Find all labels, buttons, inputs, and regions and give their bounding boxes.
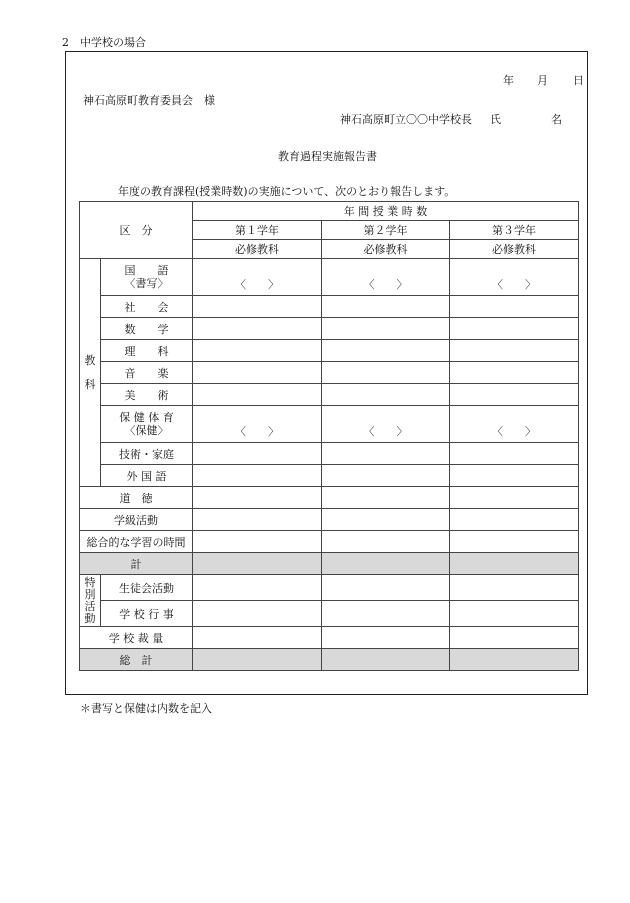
grade-3-required: 必修教科 [450, 240, 579, 259]
addressee: 神石高原町教育委員会 様 [83, 94, 215, 107]
grade-2-hoken-cell: 〈 〉 [322, 406, 450, 443]
table-cell [193, 601, 322, 627]
table-cell [450, 601, 579, 627]
grade-3-shosha-cell: 〈 〉 [450, 259, 579, 296]
subject-hoken-taiiku: 保 健 体 育 〈保健〉 [101, 406, 193, 443]
table-cell [322, 601, 450, 627]
table-cell [450, 362, 579, 384]
subject-gaikokugo: 外 国 語 [101, 465, 193, 487]
table-cell [450, 627, 579, 649]
table-cell [450, 296, 579, 318]
table-cell [450, 443, 579, 465]
subject-ongaku: 音 楽 [101, 362, 193, 384]
table-cell [193, 487, 322, 509]
grade-2-required: 必修教科 [322, 240, 450, 259]
table-cell [193, 509, 322, 531]
report-form-frame [65, 51, 588, 695]
table-cell [193, 296, 322, 318]
grade-3-hoken-cell: 〈 〉 [450, 406, 579, 443]
row-doutoku: 道 徳 [80, 487, 193, 509]
row-gakkou-gyouji: 学 校 行 事 [101, 601, 193, 627]
subject-kokugo: 国 語 〈書写〉 [101, 259, 193, 296]
row-soukei: 総 計 [80, 649, 193, 671]
sender-school: 神石高原町立〇〇中学校長 [340, 113, 472, 126]
table-cell [322, 487, 450, 509]
grade-1-required: 必修教科 [193, 240, 322, 259]
table-cell [193, 553, 322, 575]
table-cell [193, 649, 322, 671]
table-cell [322, 443, 450, 465]
grade-1-header: 第１学年 [193, 221, 322, 240]
tokubetsu-group-label: 特 別 活 動 [80, 575, 101, 627]
subject-gijutsu-katei: 技術・家庭 [101, 443, 193, 465]
kyouka-group-label: 教 科 [80, 259, 101, 487]
table-cell [450, 384, 579, 406]
table-cell [322, 465, 450, 487]
table-cell [322, 340, 450, 362]
subject-suugaku: 数 学 [101, 318, 193, 340]
table-cell [193, 318, 322, 340]
table-cell [193, 443, 322, 465]
grade-3-header: 第３学年 [450, 221, 579, 240]
document-title: 教育過程実施報告書 [278, 150, 377, 163]
table-cell [322, 627, 450, 649]
table-cell [193, 531, 322, 553]
table-cell [450, 465, 579, 487]
table-cell [322, 296, 450, 318]
table-cell [193, 384, 322, 406]
row-kei: 計 [80, 553, 193, 575]
sender-mei: 名 [551, 113, 562, 126]
table-cell [322, 575, 450, 601]
table-cell [322, 509, 450, 531]
grade-2-shosha-cell: 〈 〉 [322, 259, 450, 296]
grade-1-shosha-cell: 〈 〉 [193, 259, 322, 296]
row-gakkyu: 学級活動 [80, 509, 193, 531]
table-cell [450, 509, 579, 531]
table-cell [193, 465, 322, 487]
table-cell [193, 362, 322, 384]
table-cell [193, 627, 322, 649]
table-cell [450, 575, 579, 601]
table-cell [450, 318, 579, 340]
table-cell [322, 362, 450, 384]
table-cell [322, 649, 450, 671]
table-cell [193, 575, 322, 601]
category-header: 区 分 [80, 202, 193, 259]
intro-text: 年度の教育課程(授業時数)の実施について、次のとおり報告します。 [118, 185, 456, 198]
table-cell [322, 318, 450, 340]
table-cell [322, 384, 450, 406]
section-title: 2 中学校の場合 [62, 36, 146, 49]
grade-2-header: 第２学年 [322, 221, 450, 240]
footnote: ＊書写と保健は内数を記入 [80, 702, 212, 715]
table-cell [193, 340, 322, 362]
table-cell [322, 531, 450, 553]
row-gakkou-sairyou: 学 校 裁 量 [80, 627, 193, 649]
table-cell [322, 553, 450, 575]
annual-hours-header: 年 間 授 業 時 数 [193, 202, 579, 221]
table-cell [450, 531, 579, 553]
subject-rika: 理 科 [101, 340, 193, 362]
date-day-label: 日 [573, 74, 584, 87]
date-month-label: 月 [537, 74, 548, 87]
grade-1-hoken-cell: 〈 〉 [193, 406, 322, 443]
table-cell [450, 340, 579, 362]
row-seitokai: 生徒会活動 [101, 575, 193, 601]
table-cell [450, 649, 579, 671]
table-cell [450, 553, 579, 575]
date-year-label: 年 [503, 74, 514, 87]
hours-table [79, 201, 579, 671]
table-cell [450, 487, 579, 509]
row-sougou: 総合的な学習の時間 [80, 531, 193, 553]
subject-shakai: 社 会 [101, 296, 193, 318]
sender-shi: 氏 [490, 113, 501, 126]
subject-bijutsu: 美 術 [101, 384, 193, 406]
